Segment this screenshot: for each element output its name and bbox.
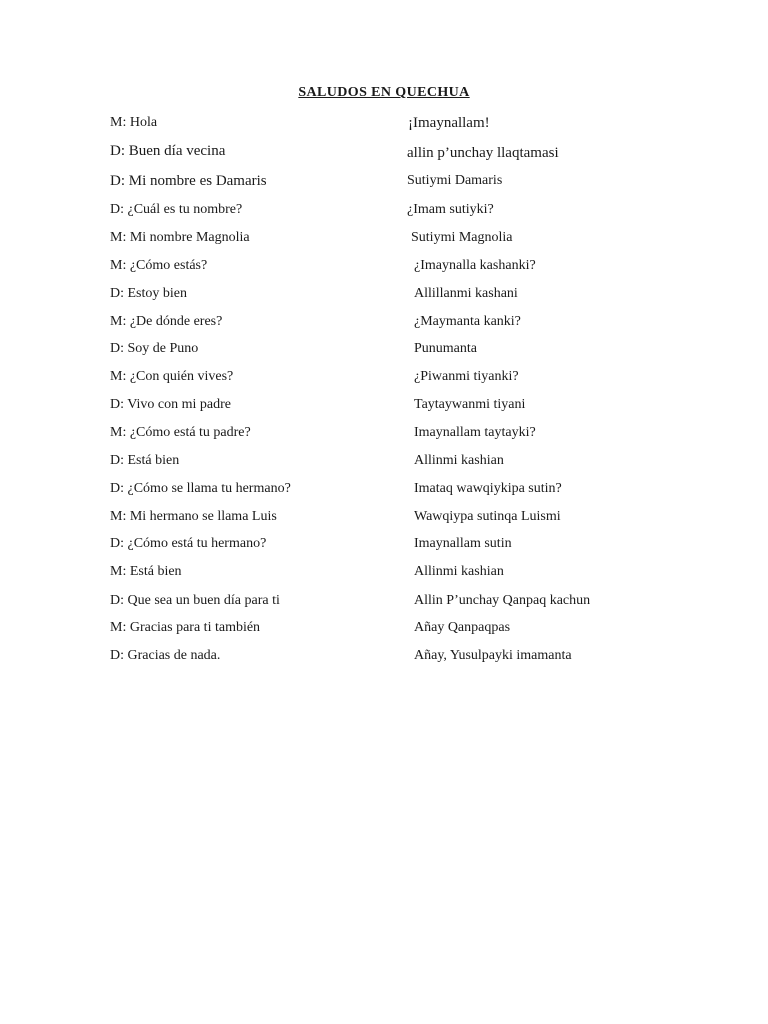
spanish-line: D: Estoy bien	[110, 286, 187, 301]
spanish-line: M: Hola	[110, 115, 158, 130]
quechua-line: Taytaywanmi tiyani	[414, 397, 526, 412]
quechua-line: Sutiymi Damaris	[407, 173, 503, 188]
spanish-line: D: Mi nombre es Damaris	[110, 173, 267, 189]
spanish-line: M: ¿Cómo estás?	[110, 258, 208, 273]
spanish-line: D: Está bien	[110, 453, 180, 468]
spanish-line: D: ¿Cuál es tu nombre?	[110, 202, 243, 217]
spanish-line: D: Vivo con mi padre	[110, 397, 231, 412]
quechua-line: Allillanmi kashani	[414, 286, 518, 301]
quechua-line: Sutiymi Magnolia	[411, 230, 513, 245]
quechua-line: Imaynallam sutin	[414, 536, 512, 551]
spanish-line: D: Gracias de nada.	[110, 648, 221, 663]
spanish-line: M: Está bien	[110, 564, 182, 579]
quechua-line: Añay Qanpaqpas	[414, 620, 511, 635]
quechua-line: ¿Piwanmi tiyanki?	[414, 369, 519, 384]
quechua-line: Imataq wawqiykipa sutin?	[414, 481, 562, 496]
quechua-line: Allinmi kashian	[414, 564, 504, 579]
quechua-line: ¿Maymanta kanki?	[414, 314, 521, 329]
quechua-line: ¡Imaynallam!	[408, 115, 490, 131]
quechua-line: Añay, Yusulpayki imamanta	[414, 648, 572, 663]
quechua-line: ¿Imam sutiyki?	[407, 202, 494, 217]
quechua-line: Allinmi kashian	[414, 453, 504, 468]
spanish-line: M: ¿De dónde eres?	[110, 314, 223, 329]
spanish-line: M: Mi hermano se llama Luis	[110, 509, 277, 524]
spanish-line: D: Que sea un buen día para ti	[110, 593, 280, 608]
spanish-line: M: Mi nombre Magnolia	[110, 230, 250, 245]
spanish-line: D: ¿Cómo se llama tu hermano?	[110, 481, 291, 496]
spanish-line: D: Soy de Puno	[110, 341, 199, 356]
quechua-line: Wawqiypa sutinqa Luismi	[414, 509, 561, 524]
spanish-line: M: ¿Cómo está tu padre?	[110, 425, 251, 440]
spanish-line: D: ¿Cómo está tu hermano?	[110, 536, 267, 551]
quechua-line: allin p’unchay llaqtamasi	[407, 145, 559, 161]
quechua-line: Punumanta	[414, 341, 477, 356]
quechua-line: Allin P’unchay Qanpaq kachun	[414, 593, 591, 608]
spanish-line: D: Buen día vecina	[110, 143, 226, 159]
spanish-line: M: Gracias para ti también	[110, 620, 261, 635]
quechua-line: Imaynallam taytayki?	[414, 425, 536, 440]
quechua-line: ¿Imaynalla kashanki?	[414, 258, 536, 273]
document-title: SALUDOS EN QUECHUA	[298, 85, 470, 100]
spanish-line: M: ¿Con quién vives?	[110, 369, 234, 384]
